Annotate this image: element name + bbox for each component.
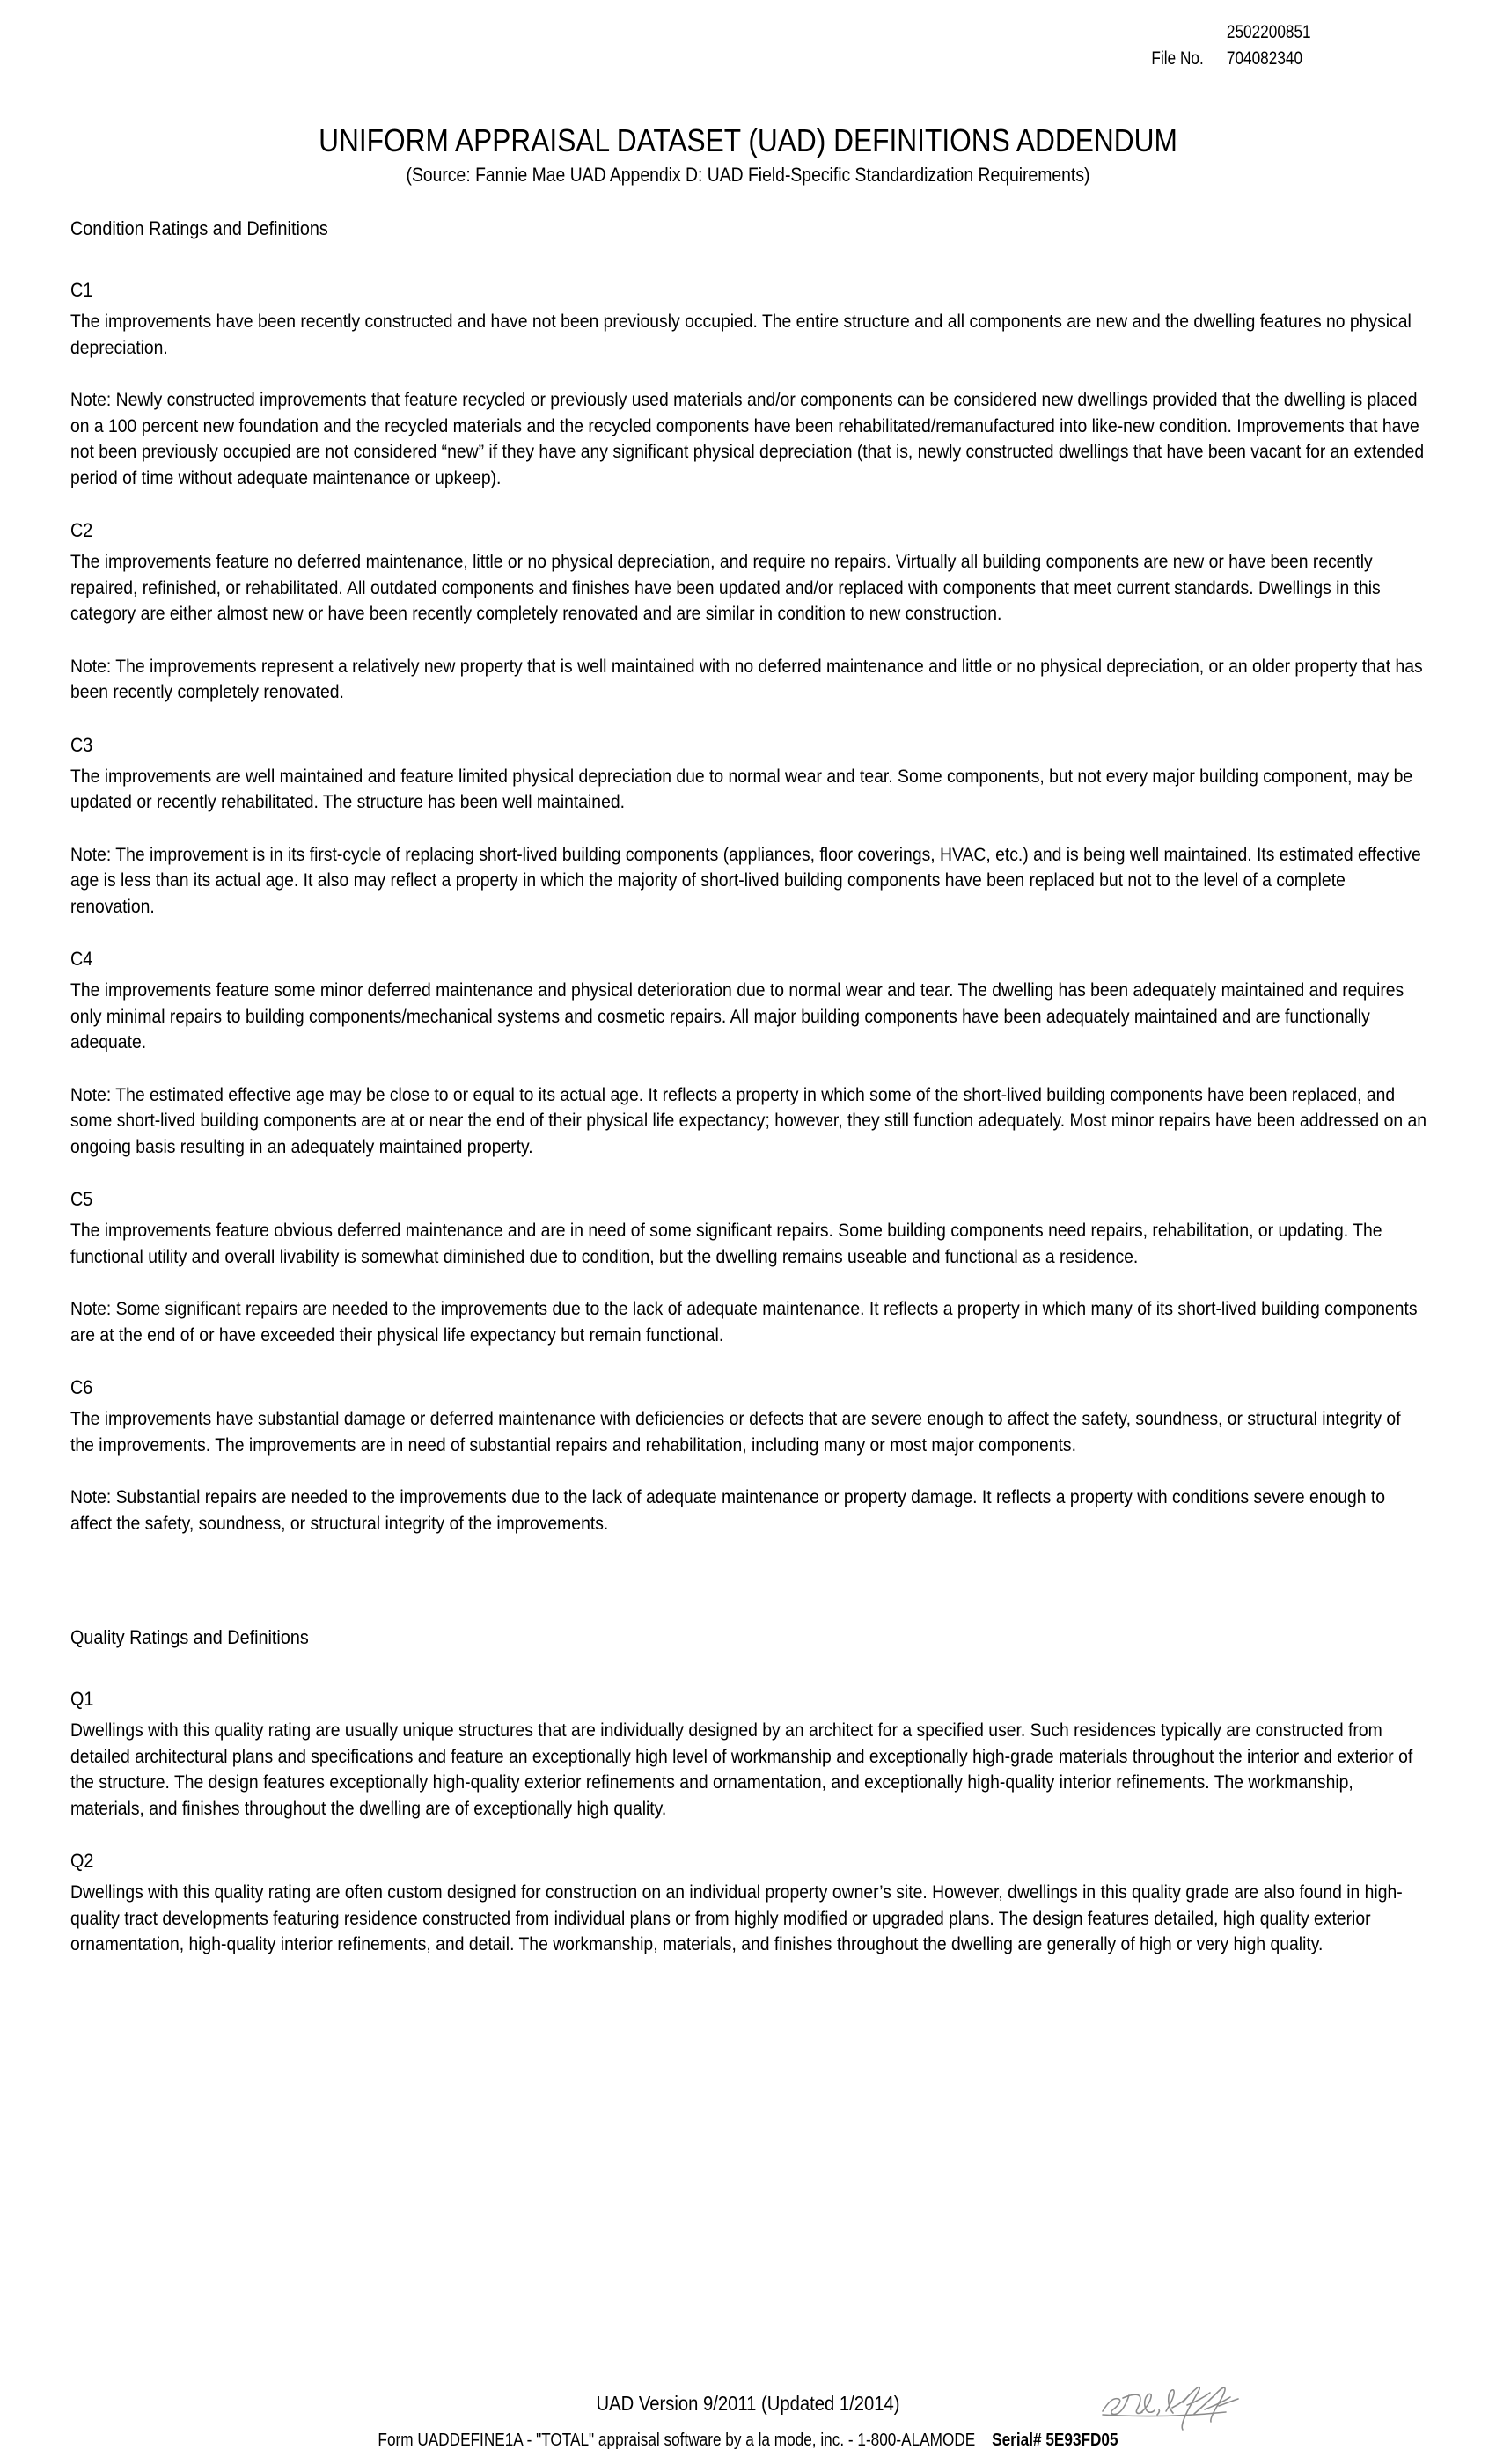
section-heading-quality: Quality Ratings and Definitions [70,1626,309,1648]
section-heading-condition: Condition Ratings and Definitions [70,217,328,239]
rating-label-c6: C6 [70,1376,93,1398]
rating-label-c4: C4 [70,948,93,970]
rating-body-c5: The improvements feature obvious deferred maintenance and are in need of some significant repairs. Some building components need repairs, rehabilitation, or updating. The functional utility and overall livability is somewhat diminished due to condition, but the dwelling remains useable and functional as a residence. [70,1220,1382,1267]
rating-note-c2: Note: The improvements represent a relatively new property that is well maintained with no deferred maintenance and little or no physical depreciation, or an older property that has been recently completely renovated. [70,655,1423,702]
file-number-label: File No. [1151,48,1205,69]
rating-label-q1: Q1 [70,1688,94,1710]
document-body [70,216,1430,1984]
file-number-block [1142,19,1311,72]
rating-note-c1: Note: Newly constructed improvements that feature recycled or previously used materials and/or components can be considered new dwellings provided that the dwelling is placed on a 100 percent new foundation and the recycled materials and the recycled components have been rehabilitated/remanufactured into like-new condition. Improvements that have not been previously occupied are not considered “new” if they have any significant physical depreciation (that is, newly constructed dwellings that have been vacant for an extended period of time without adequate maintenance or upkeep). [70,389,1425,488]
rating-note-c4: Note: The estimated effective age may be close to or equal to its actual age. It reflects a property in which some of the short-lived building components have been replaced, and some short-lived building components are at or near the end of their physical life expectancy; however, they still function adequately. Most minor repairs have been addressed on an ongoing basis resulting in an adequately maintained property. [70,1083,1426,1157]
rating-body-c6: The improvements have substantial damage or deferred maintenance with deficiencies or defects that are severe enough to affect the safety, soundness, or structural integrity of the improvements. The improvements are in need of substantial repairs and rehabilitation, including many or most major components. [70,1408,1401,1456]
rating-label-c3: C3 [70,733,93,756]
page-subtitle: (Source: Fannie Mae UAD Appendix D: UAD Field-Specific Standardization Requirements) [406,164,1090,186]
rating-body-c4: The improvements feature some minor deferred maintenance and physical deterioration due to normal wear and tear. The dwelling has been adequately maintained and requires only minimal repairs to building components/mechanical systems and cosmetic repairs. All major building components have been adequately maintained and are functionally adequate. [70,979,1404,1052]
rating-label-q2: Q2 [70,1850,94,1872]
serial-number: Serial# 5E93FD05 [992,2431,1118,2450]
order-number-row [1142,19,1311,46]
file-number-row [1142,46,1311,72]
rating-body-c2: The improvements feature no deferred maintenance, little or no physical depreciation, and require no repairs. Virtually all building components are new or have been recently repaired, refinished, or rehabilitated. All outdated components and finishes have been updated and/or replaced with components that meet current standards. Dwellings in this category are either almost new or have been recently completely renovated and are similar in condition to new construction. [70,551,1381,624]
rating-body-q1: Dwellings with this quality rating are usually unique structures that are individually designed by an architect for a specified user. Such residences typically are constructed from detailed architectural plans and specifications and feature an exceptionally high level of workmanship and exceptionally high-grade materials throughout the interior and exterior of the structure. The design features exceptionally high-quality exterior refinements and ornamentation, and exceptionally high-quality interior refinements. The workmanship, materials, and finishes throughout the dwelling are of exceptionally high quality. [70,1720,1413,1819]
file-number-value: 704082340 [1227,48,1303,69]
footer-version: UAD Version 9/2011 (Updated 1/2014) [596,2392,900,2415]
form-identifier: Form UADDEFINE1A - "TOTAL" appraisal software by a la mode, inc. - 1-800-ALAMODE [378,2431,976,2450]
rating-label-c2: C2 [70,519,93,541]
rating-body-c3: The improvements are well maintained and feature limited physical depreciation due to normal wear and tear. Some components, but not every major building component, may be updated or recently rehabilitated. The structure has been well maintained. [70,765,1413,812]
rating-note-c5: Note: Some significant repairs are needed to the improvements due to the lack of adequate maintenance. It reflects a property in which many of its short-lived building components are at the end of or have exceeded their physical life expectancy but remain functional. [70,1298,1418,1346]
page-title: UNIFORM APPRAISAL DATASET (UAD) DEFINITIONS ADDENDUM [319,122,1177,158]
section-spacer [70,1563,1430,1624]
footer-form-line [105,2429,1391,2452]
rating-note-c6: Note: Substantial repairs are needed to the improvements due to the lack of adequate maintenance or property damage. It reflects a property with conditions severe enough to affect the safety, soundness, or structural integrity of the improvements. [70,1486,1386,1534]
rating-label-c1: C1 [70,279,93,301]
rating-label-c5: C5 [70,1188,93,1210]
rating-body-c1: The improvements have been recently constructed and have not been previously occupied. The entire structure and all components are new and the dwelling features no physical depreciation. [70,311,1412,358]
rating-body-q2: Dwellings with this quality rating are often custom designed for construction on an individual property owner’s site. However, dwellings in this quality grade are also found in high-quality tract developments featuring residence constructed from individual plans or from highly modified or upgraded plans. The design features detailed, high quality exterior ornamentation, high-quality interior refinements, and detail. The workmanship, materials, and finishes throughout the dwelling are generally of high or very high quality. [70,1881,1403,1954]
rating-note-c3: Note: The improvement is in its first-cycle of replacing short-lived building components (appliances, floor coverings, HVAC, etc.) and is being well maintained. Its estimated effective age is less than its actual age. It also may reflect a property in which the majority of short-lived building components have been replaced but not to the level of a complete renovation. [70,843,1421,917]
order-number-value: 2502200851 [1227,22,1311,42]
